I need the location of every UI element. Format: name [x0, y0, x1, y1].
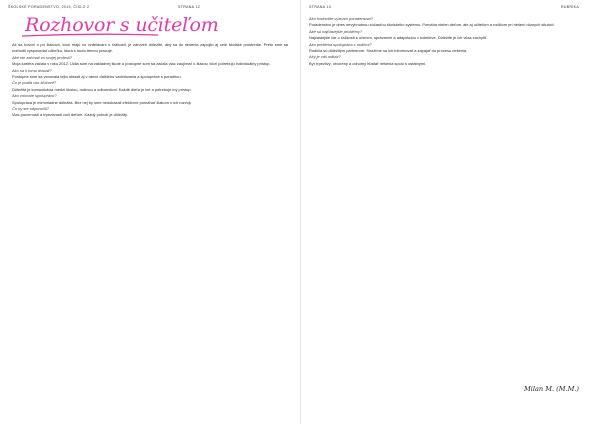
right-header: RUBRIKA	[561, 5, 580, 9]
right-page	[300, 0, 600, 424]
right-body: Ako hodnotíte význam poradenstva? Poradenstvo je dnes nevyhnutnou súčasťou školského systému. Pomáha nielen deťom, ale aj učiteľom a rodičom pri riešení rôznych situácií. Aké sú najčastejšie problémy? Najčastejšie ide o ťažkosti s učením, správaním a adaptáciou v kolektíve. Dôležité je ich včas zachytiť. Ako prebieha spolupráca s rodičmi? Rodičia sú dôležitým partnerom. Snažíme sa ich informovať a zapájať do procesu riešenia. Aký je váš odkaz? Byť trpezlivý, otvorený a ochotný hľadať riešenia spolu s ostatnými.	[309, 16, 555, 66]
left-page-number: STRANA 12	[178, 5, 201, 9]
right-page-number: STRANA 13	[309, 5, 332, 9]
title-underline	[20, 33, 160, 38]
author-signature: Milan M. (M.M.)	[523, 385, 579, 393]
left-header: ŠKOLSKÉ PORADENSTVO, 2019, ČÍSLO 2	[8, 5, 90, 9]
article-title: Rozhovor s učiteľom	[25, 14, 219, 36]
left-body: Ak sa hovorí o pri žiakoch, ktorí majú vo vzdelávaní s ťažkosti, je zároveň dôležité, aby sa do riešenia zapojilo aj celé školské prostredie. Preto sme sa rozhodli vyspovedať učiteľku, ktorá s touto témou pracuje. Aké ste začínali vo svojej profesii? Moja kariéra začala v roku 2012. Učila som na základnej škole a postupne som sa začala viac zaujímať o žiakov, ktorí potrebujú individuálny prístup. Ako sa k tomu dostali? Postupne som sa venovala tejto oblasti aj v rámci ďalšieho vzdelávania a spolupráce s poradňou. Čo je podľa vás kľúčové? Dôležitá je komunikácia medzi školou, rodinou a odborníkmi. Každé dieťa je iné a potrebuje iný prístup. Ako vnímate spoluprácu? Spolupráca je mimoriadne dôležitá. Bez nej by sme nedokázali efektívne pomáhať žiakom v ich rozvoji. Čo by ste odporučili? Viac pozornosti a trpezlivosti voči deťom. Každý pokrok je dôležitý.	[12, 42, 288, 118]
